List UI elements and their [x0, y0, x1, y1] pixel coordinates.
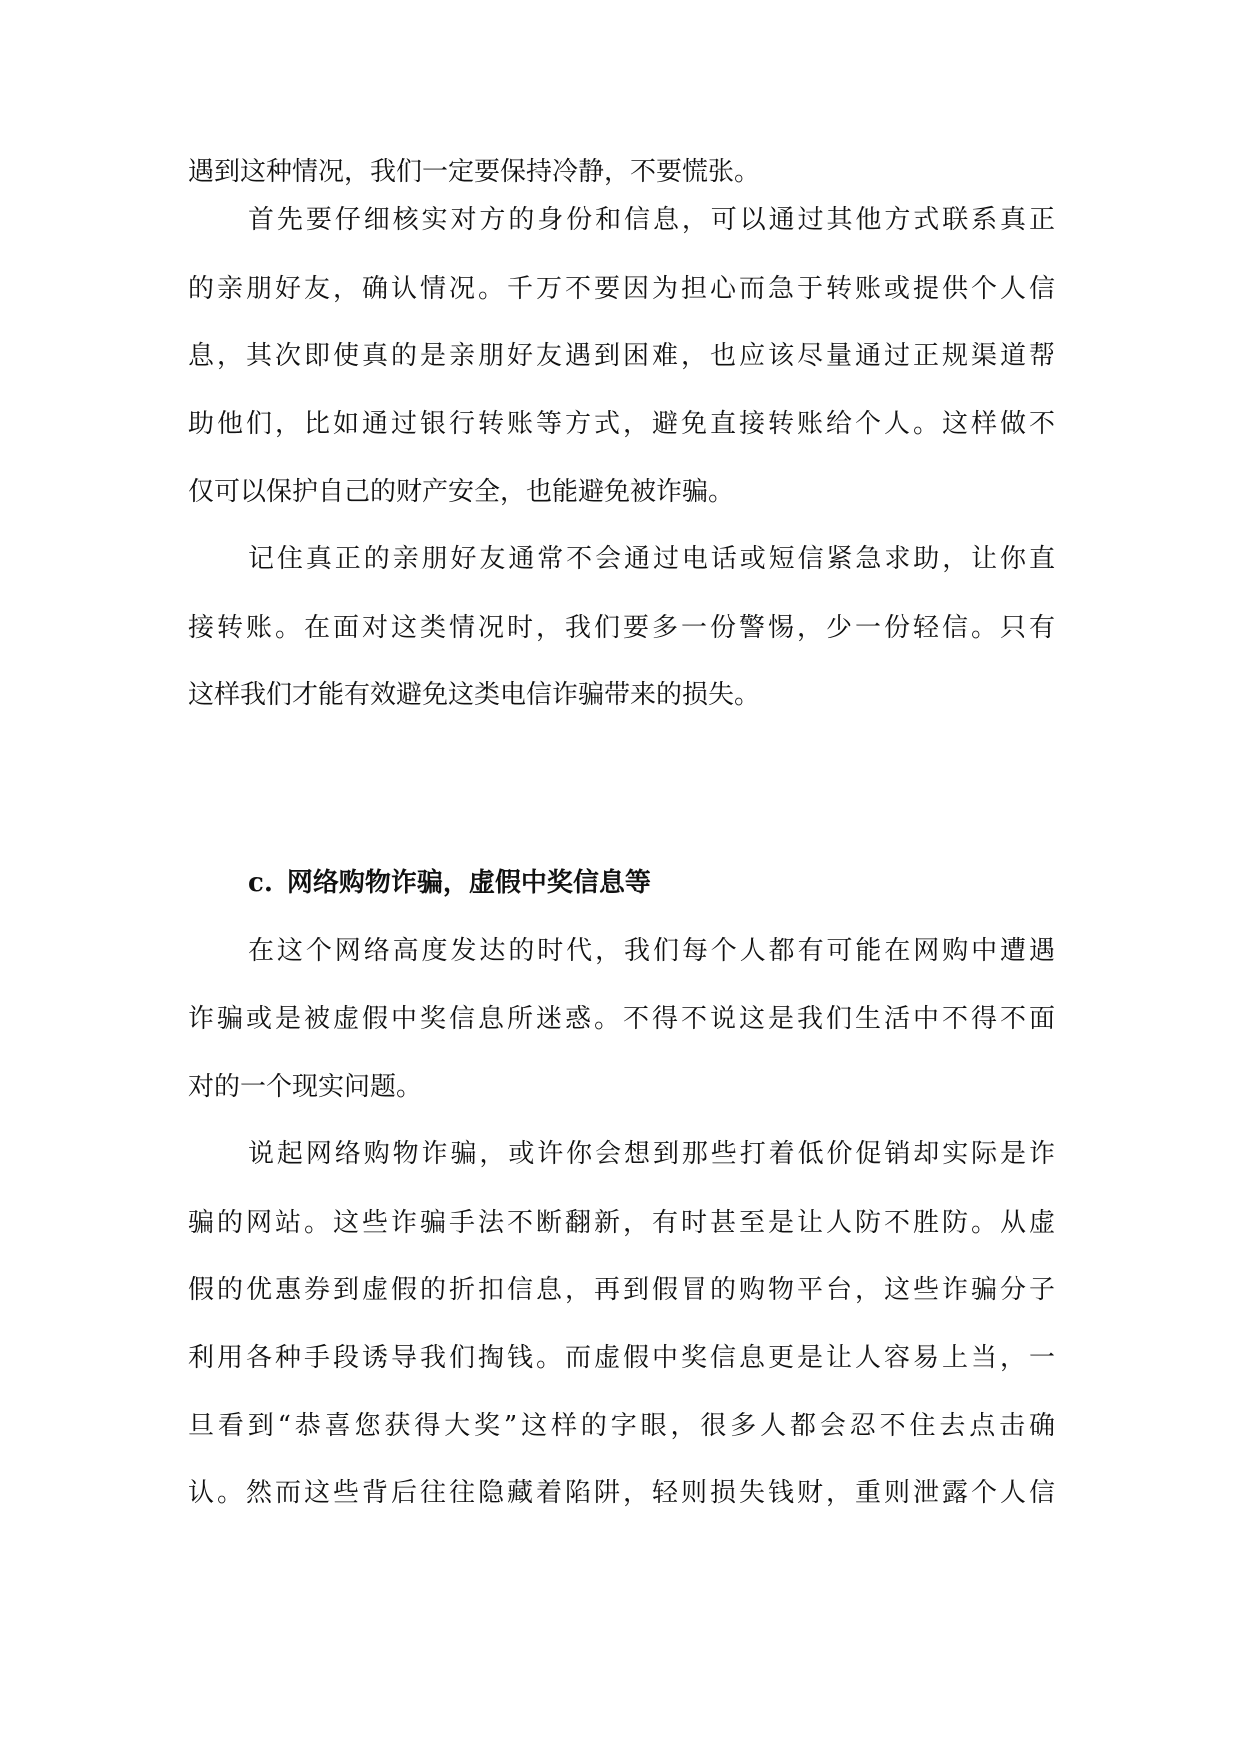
text-line-7: 记住真正的亲朋好友通常不会通过电话或短信紧急求助，让你直	[248, 544, 1055, 574]
section-marker: c.	[248, 868, 273, 898]
text-line-8: 接转账。在面对这类情况时，我们要多一份警惕，少一份轻信。只有	[188, 613, 1055, 643]
text-line-15: 假的优惠券到虚假的折扣信息，再到假冒的购物平台，这些诈骗分子	[188, 1275, 1055, 1305]
text-line-5: 助他们，比如通过银行转账等方式，避免直接转账给个人。这样做不	[188, 409, 1055, 439]
section-heading-c	[248, 864, 651, 902]
text-line-14: 骗的网站。这些诈骗手法不断翻新，有时甚至是让人防不胜防。从虚	[188, 1208, 1055, 1238]
text-line-1: 遇到这种情况，我们一定要保持冷静，不要慌张。	[188, 157, 761, 187]
text-line-18: 认。然而这些背后往往隐藏着陷阱，轻则损失钱财，重则泄露个人信	[188, 1478, 1055, 1508]
section-title: 网络购物诈骗，虚假中奖信息等	[286, 868, 651, 898]
text-line-3: 的亲朋好友，确认情况。千万不要因为担心而急于转账或提供个人信	[188, 274, 1055, 304]
text-line-17: 旦看到“恭喜您获得大奖”这样的字眼，很多人都会忍不住去点击确	[188, 1411, 1055, 1441]
text-line-16: 利用各种手段诱导我们掏钱。而虚假中奖信息更是让人容易上当，一	[188, 1343, 1055, 1373]
text-line-6: 仅可以保护自己的财产安全，也能避免被诈骗。	[188, 477, 735, 507]
text-line-2: 首先要仔细核实对方的身份和信息，可以通过其他方式联系真正	[248, 205, 1055, 235]
text-line-4: 息，其次即使真的是亲朋好友遇到困难，也应该尽量通过正规渠道帮	[188, 341, 1055, 371]
text-line-10: 在这个网络高度发达的时代，我们每个人都有可能在网购中遭遇	[248, 936, 1055, 966]
text-line-11: 诈骗或是被虚假中奖信息所迷惑。不得不说这是我们生活中不得不面	[188, 1004, 1055, 1034]
text-line-12: 对的一个现实问题。	[188, 1072, 423, 1102]
text-line-13: 说起网络购物诈骗，或许你会想到那些打着低价促销却实际是诈	[248, 1139, 1055, 1169]
text-line-9: 这样我们才能有效避免这类电信诈骗带来的损失。	[188, 680, 761, 710]
